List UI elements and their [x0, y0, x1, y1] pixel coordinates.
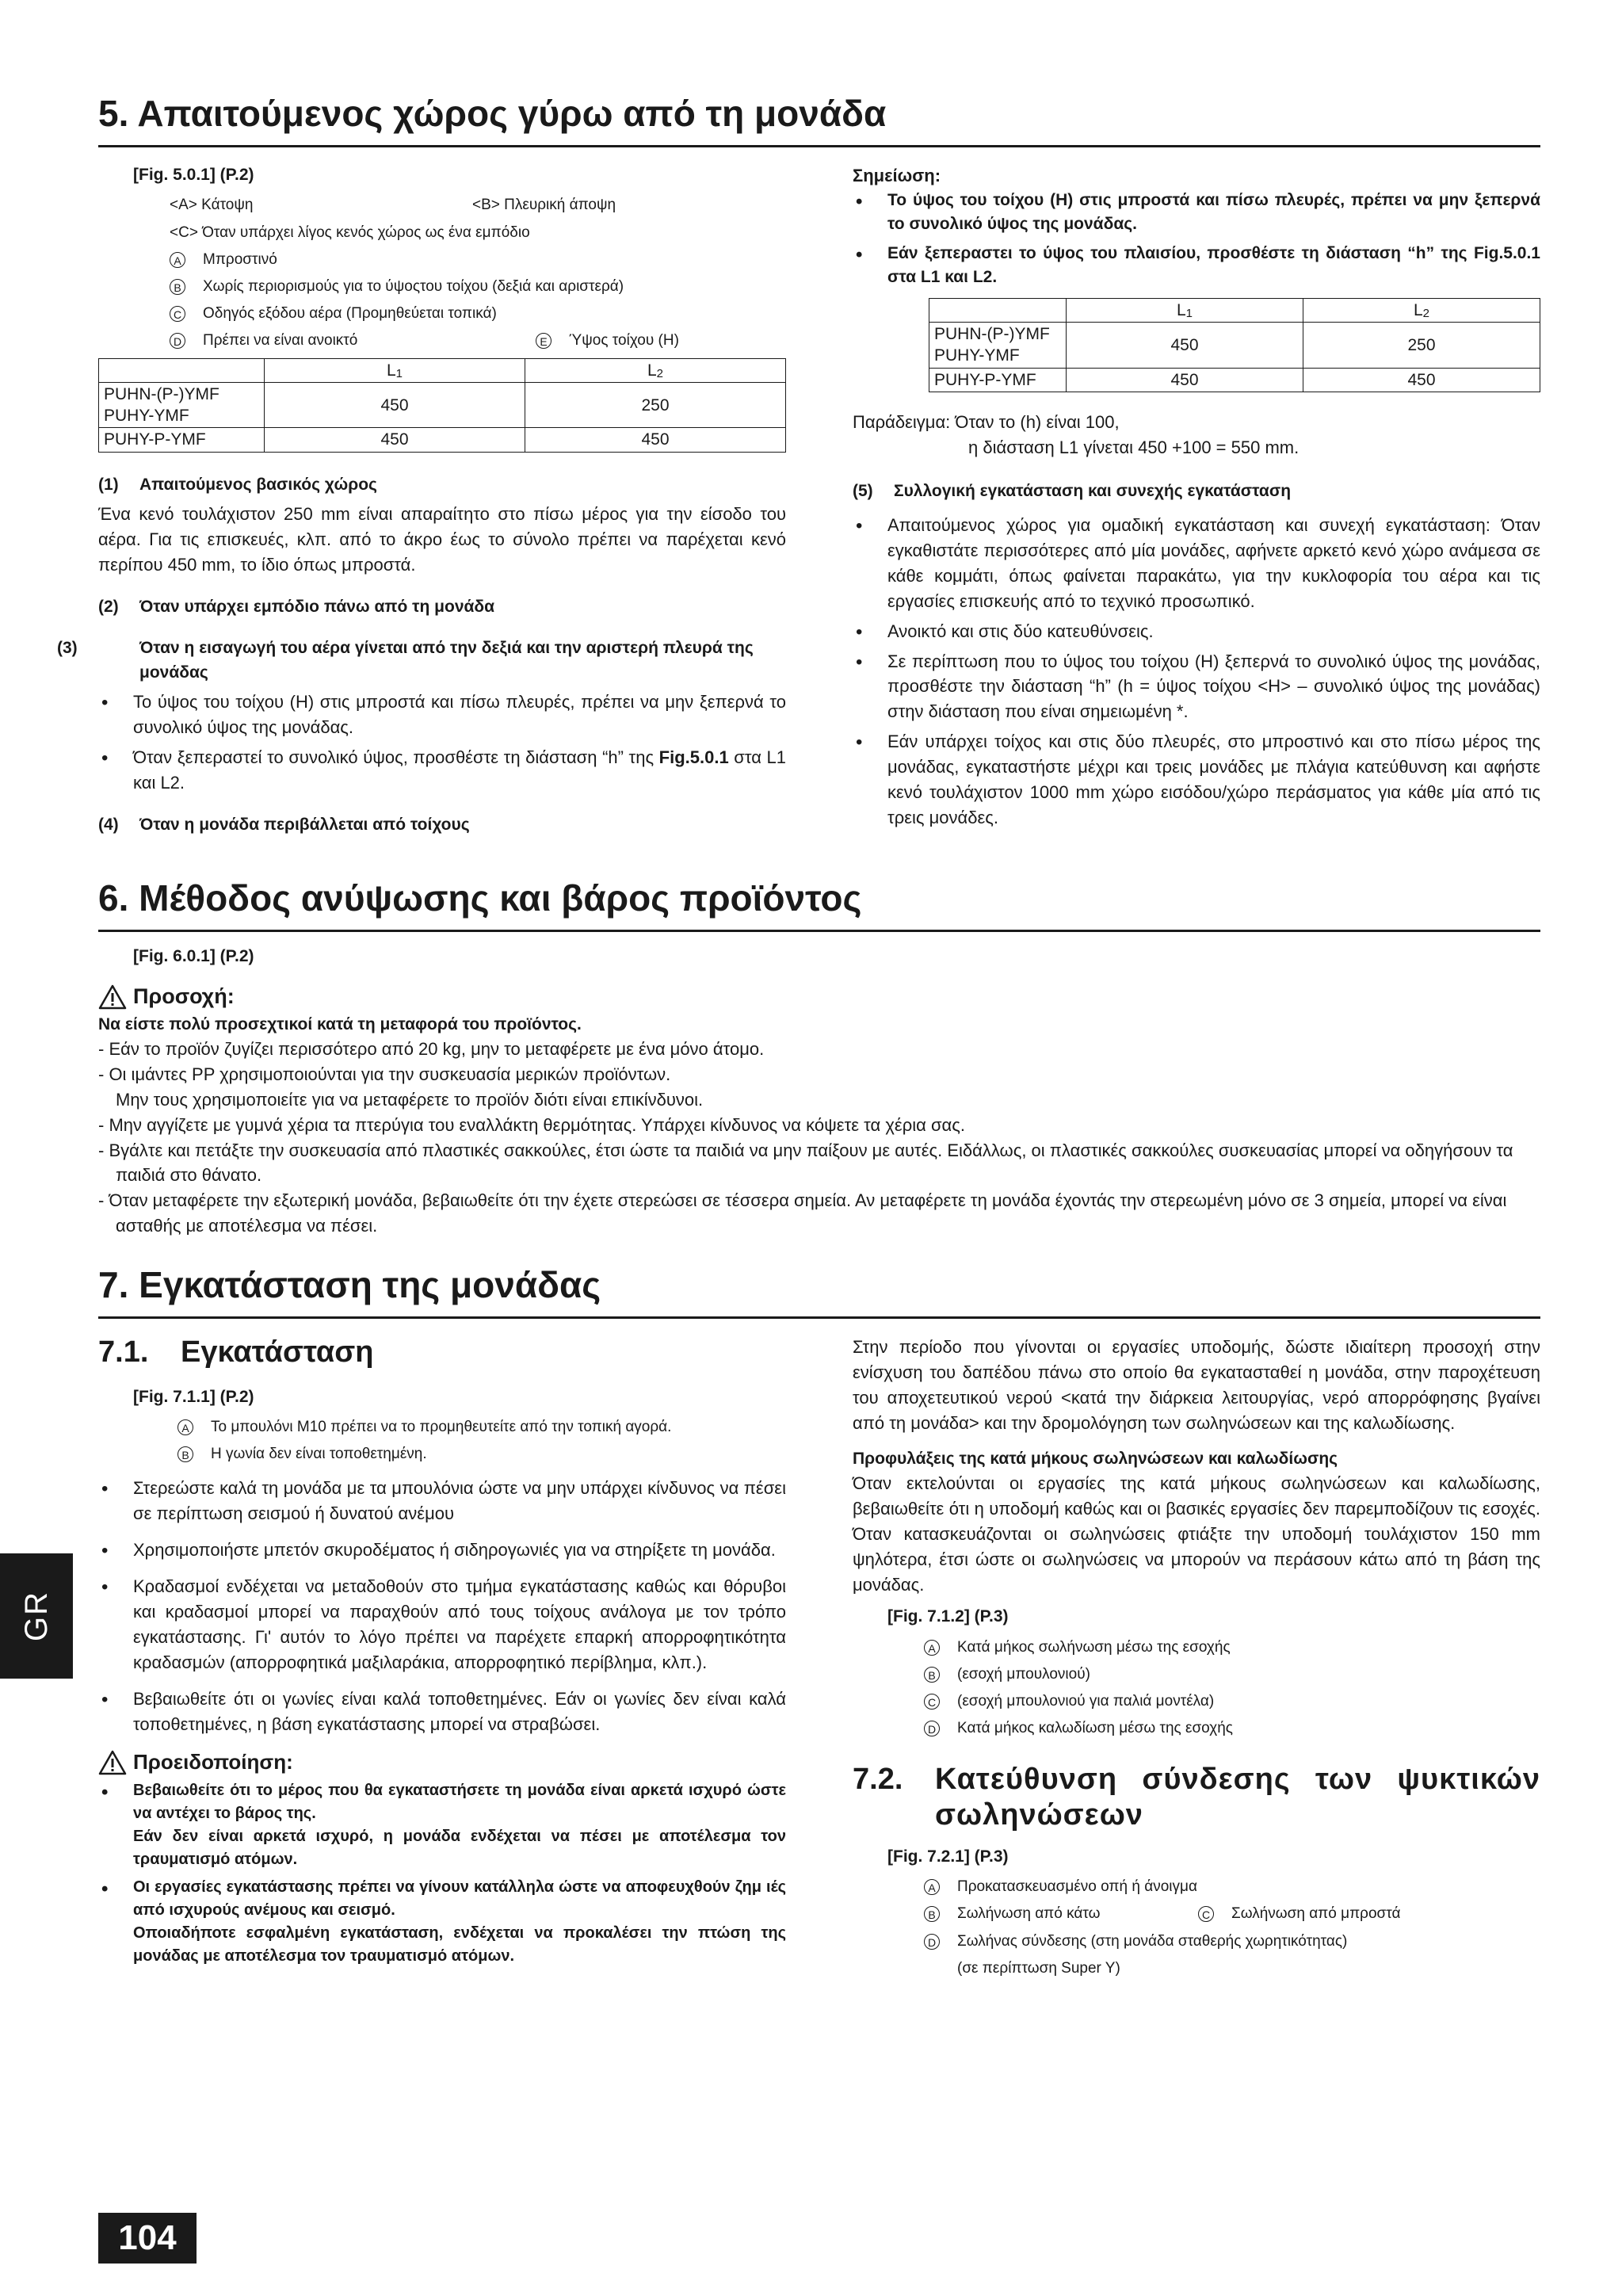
- caution-item: - Οι ιμάντες PP χρησιμοποιούνται για την συσκευασία μερικών προϊόντων.: [98, 1064, 671, 1084]
- list-item: [98, 745, 786, 796]
- legend-item: [177, 1441, 786, 1468]
- caution-item: - Εάν το προϊόν ζυγίζει περισσότερο από 20 kg, μην το μεταφέρετε με ένα μόνο άτομο.: [98, 1039, 765, 1060]
- legend-text: Σωλήνωση από κάτω: [957, 1905, 1101, 1923]
- caution-item: - Μην αγγίζετε με γυμνά χέρια τα πτερύγια του εναλλάκτη θερμότητας. Υπάρχει κίνδυνος να κόψετε τα χέρια σας.: [98, 1114, 965, 1135]
- circled-b-icon: B: [924, 1667, 940, 1683]
- legend-text: Η γωνία δεν είναι τοποθετημένη.: [211, 1446, 427, 1463]
- paragraph: Ένα κενό τουλάχιστον 250 mm είναι απαραίτητο στο πίσω μέρος για την είσοδο του αέρα. Για τις επισκευές, κλπ. από το άκρο έως το σύνολο πρέπει να παρέχεται κενό περίπου 450 mm, το ίδιο όπως μπροστά.: [98, 504, 786, 575]
- subsection-title: Συλλογική εγκατάσταση και συνεχής εγκατάσταση: [894, 481, 1292, 500]
- example-line: Παράδειγμα: Όταν το (h) είναι 100,: [853, 411, 1120, 432]
- table-cell: PUHY-P-YMF: [929, 368, 1067, 392]
- example-line: η διάσταση L1 γίνεται 450 +100 = 550 mm.: [968, 437, 1300, 457]
- list-item: • Το ύψος του τοίχου (H) στις μπροστά και πίσω πλευρές, πρέπει να μην ξεπερνά το συνολικό ύψος της μονάδας.: [853, 189, 1540, 237]
- table-row: [99, 428, 786, 452]
- subsection-title: Όταν η μονάδα περιβάλλεται από τοίχους: [139, 815, 470, 834]
- section-number: 7.1.: [98, 1335, 149, 1369]
- circled-e-icon: E: [536, 333, 551, 349]
- figure-ref-inline: Fig.5.0.1: [658, 747, 729, 767]
- circled-b-icon: B: [170, 279, 185, 295]
- section-7-right: [853, 1335, 1540, 1982]
- subsection-number: (2): [98, 597, 119, 616]
- legend-text: (εσοχή μπουλονιού): [957, 1666, 1090, 1683]
- subsection-number: (4): [98, 815, 119, 834]
- subsection-title: Προφυλάξεις της κατά μήκους σωληνώσεων και καλωδίωσης: [853, 1449, 1338, 1468]
- warning-text: • Βεβαιωθείτε ότι το μέρος που θα εγκαταστήσετε τη μονάδα είναι αρκετά ισχυρό ώστε να αντέχει το βάρος της.: [133, 1782, 786, 1823]
- circled-d-icon: D: [924, 1934, 940, 1950]
- list-item: • Κραδασμοί ενδέχεται να μεταδοθούν στο τμήμα εγκατάστασης καθώς και θόρυβοι και κραδασμοί μπορεί να παραχθούν από τους τοίχους ανάλογα με τον τρόπο εγκατάστασης. Γι' αυτόν το λόγο πρέπει να παρέχετε επαρκή απορροφητικότητα κραδασμών (απορροφητικά μαξιλαράκια, απορροφητικό περίβλημα, κλπ.).: [98, 1574, 786, 1675]
- legend-text: Το μπουλόνι M10 πρέπει να το προμηθευτείτε από την τοπική αγορά.: [211, 1419, 672, 1436]
- table-header-cell: L2: [1303, 298, 1540, 322]
- legend-item: [177, 1414, 786, 1441]
- subsection-number: (1): [98, 475, 119, 494]
- legend-item: [170, 327, 786, 354]
- warning-text: Οποιαδήποτε εσφαλμένη εγκατάσταση, ενδέχεται να προκαλέσει την πτώση της μονάδας με αποτέλεσμα τον τραυματισμό ατόμων.: [133, 1924, 786, 1966]
- section-7-left: [98, 1335, 786, 1974]
- note-list: [853, 189, 1540, 290]
- section-7-1-title: [98, 1335, 786, 1371]
- list-text: Όταν ξεπεραστεί το συνολικό ύψος, προσθέστε τη διάσταση “h” της: [133, 747, 659, 767]
- legend-item: [170, 220, 786, 246]
- legend-item: [957, 1955, 1540, 1982]
- subsection-heading: [853, 479, 1540, 503]
- section-6-body: [98, 945, 1540, 1239]
- list-item: • Βεβαιωθείτε ότι οι γωνίες είναι καλά τοποθετημένες. Εάν οι γωνίες δεν είναι καλά τοποθετημένες, η βάση εγκατάστασης μπορεί να στραβώσει.: [98, 1687, 786, 1737]
- section-title-text: Κατεύθυνση σύνδεσης των ψυκτικών σωληνώσεων: [935, 1762, 1540, 1832]
- section-title-text: Εγκατάσταση: [181, 1335, 374, 1369]
- caution-heading: [98, 981, 1540, 1012]
- legend-item: [170, 300, 786, 327]
- legend-text: Μπροστινό: [203, 250, 277, 268]
- bullet-list: [853, 513, 1540, 831]
- legend-text: Ύψος τοίχου (H): [569, 332, 679, 350]
- list-item: • Χρησιμοποιήστε μπετόν σκυροδέματος ή σιδηρογωνιές για να στηρίξετε τη μονάδα.: [98, 1538, 786, 1563]
- legend-plan-label: <A> Κάτοψη: [170, 197, 254, 214]
- table-cell: 250: [525, 382, 786, 428]
- legend-text: Κατά μήκος σωλήνωση μέσω της εσοχής: [957, 1638, 1231, 1656]
- section-5-right: [853, 163, 1540, 837]
- circled-a-icon: A: [924, 1879, 940, 1895]
- table-header-row: [929, 298, 1540, 322]
- caution-item: - Όταν μεταφέρετε την εξωτερική μονάδα, βεβαιωθείτε ότι την έχετε στερεώσει σε τέσσερα σημεία. Αν μεταφέρετε τη μονάδα έχοντάς την στερεωμένη μόνο σε 3 σημεία, μπορεί να είναι ασταθής με αποτέλεσμα να πέσει.: [98, 1190, 1507, 1236]
- list-item: • Εάν υπάρχει τοίχος και στις δύο πλευρές, στο μπροστινό και στο πίσω μέρος της μονάδας, εγκαταστήστε μέχρι και τρεις μονάδες με πλάγια κατεύθυνση και αφήστε κενό τουλάχιστον 1000 mm χώρο εισόδου/χώρο περάσματος για κάθε μία από τις τρεις μονάδες.: [853, 729, 1540, 831]
- list-item: • Ανοικτό και στις δύο κατευθύνσεις.: [853, 619, 1540, 644]
- legend-item: [170, 192, 786, 219]
- dimension-table: [98, 358, 786, 453]
- circled-d-icon: D: [924, 1721, 940, 1736]
- list-item: • Απαιτούμενος χώρος για ομαδική εγκατάσταση και συνεχή εγκατάσταση: Όταν εγκαθιστάτε περισσότερες από μία μονάδες, αφήνετε αρκετό κενό χώρο ανάμεσα σε κάθε κομμάτι, όπως φαίνεται παρακάτω, για την κυκλοφορία του αέρα και τις εργασίες επισκευής από το τεχνικό προσωπικό.: [853, 513, 1540, 614]
- section-6-title: 6. Μέθοδος ανύψωσης και βάρος προϊόντος: [98, 878, 1540, 932]
- model-name: PUHN-(P-)YMF: [934, 324, 1050, 343]
- subsection-title: Όταν υπάρχει εμπόδιο πάνω από τη μονάδα: [139, 597, 495, 616]
- subsection-title: Απαιτούμενος βασικός χώρος: [139, 475, 377, 494]
- dimension-table: [929, 298, 1540, 392]
- legend-item: [924, 1715, 1540, 1742]
- subsection-number: (5): [853, 481, 873, 500]
- paragraph: Όταν εκτελούνται οι εργασίες της κατά μήκους σωληνώσεων και καλωδίωσης, βεβαιωθείτε ότι η υποδομή καθώς και οι βασικές εργασίες δεν παρεμποδίζουν τις εσοχές. Όταν κατασκευάζονται οι σωληνώσεις φτιάξτε την υποδομή τουλάχιστον 150 mm ψηλότερα, έτσι ώστε οι σωληνώσεις να μπορούν να περάσουν κάτω από τη βάση της μονάδας.: [853, 1473, 1540, 1595]
- section-5-left: [57, 163, 787, 842]
- subsection-title: Όταν η εισαγωγή του αέρα γίνεται από την δεξιά και την αριστερή πλευρά της μονάδας: [139, 639, 754, 682]
- table-row: [929, 322, 1540, 368]
- legend-text: Οδηγός εξόδου αέρα (Προμηθεύεται τοπικά): [203, 305, 497, 323]
- table-cell: 450: [1067, 368, 1303, 392]
- note-title: Σημείωση:: [853, 166, 941, 185]
- figure-ref: [Fig. 5.0.1] (P.2): [133, 166, 254, 184]
- list-item: • Εάν ξεπεραστει το ύψος του πλαισίου, προσθέστε τη διάσταση “h” της Fig.5.0.1 στα L1 και L2.: [853, 242, 1540, 290]
- legend-text: Πρέπει να είναι ανοικτό: [203, 332, 358, 350]
- caution-item: - Βγάλτε και πετάξτε την συσκευασία από πλαστικές σακκούλες, έτσι ώστε τα παιδιά να μην παίξουν με αυτές. Ειδάλλως, οι πλαστικές σακκούλες συσκευασίας μπορεί να οδηγήσουν τα παιδιά στο θάνατο.: [98, 1140, 1513, 1186]
- warning-triangle-icon: [98, 984, 127, 1010]
- legend-text: Προκατασκευασμένο οπή ή άνοιγμα: [957, 1878, 1197, 1896]
- figure-ref: [Fig. 7.2.1] (P.3): [887, 1847, 1009, 1866]
- table-header-cell: L1: [1067, 298, 1303, 322]
- warning-title: Προειδοποίηση:: [133, 1750, 293, 1775]
- legend-item: [924, 1688, 1540, 1715]
- legend-text: Σωλήνας σύνδεσης (στη μονάδα σταθερής χωρητικότητας): [957, 1932, 1348, 1950]
- legend-item: [924, 1661, 1540, 1688]
- table-header-cell: L1: [265, 358, 525, 382]
- model-name: PUHN-(P-)YMF: [104, 384, 219, 403]
- model-name: PUHY-YMF: [104, 407, 189, 426]
- model-name: PUHY-YMF: [934, 346, 1020, 365]
- caution-bold-line: Να είστε πολύ προσεχτικοί κατά τη μεταφορά του προϊόντος.: [98, 1014, 582, 1033]
- section-5-title: 5. Απαιτούμενος χώρος γύρω από τη μονάδα: [98, 94, 1540, 147]
- legend-item: [170, 273, 786, 300]
- warning-list: [98, 1779, 786, 1968]
- subsection-heading: [57, 636, 786, 685]
- warning-heading: [98, 1748, 786, 1778]
- circled-a-icon: A: [170, 252, 185, 268]
- circled-a-icon: A: [924, 1640, 940, 1656]
- circled-d-icon: D: [170, 333, 185, 349]
- table-cell: 450: [1303, 368, 1540, 392]
- circled-c-icon: C: [924, 1694, 940, 1710]
- legend-item: [924, 1634, 1540, 1661]
- legend-text: Κατά μήκος καλωδίωση μέσω της εσοχής: [957, 1720, 1233, 1737]
- table-cell: 450: [265, 382, 525, 428]
- list-item: • Το ύψος του τοίχου (H) στις μπροστά και πίσω πλευρές, πρέπει να μην ξεπερνά το συνολικό ύψος της μονάδας.: [98, 690, 786, 740]
- table-header-cell: L2: [525, 358, 786, 382]
- bullet-list: [98, 690, 786, 796]
- bullet-list: [98, 1476, 786, 1736]
- subsection-heading: [98, 813, 786, 837]
- list-item: • Στερεώστε καλά τη μονάδα με τα μπουλόνια ώστε να μην υπάρχει κίνδυνος να πέσει σε περίπτωση σεισμού ή δυνατού ανέμου: [98, 1476, 786, 1526]
- legend-text: (σε περίπτωση Super Y): [957, 1959, 1120, 1977]
- warning-text: Εάν δεν είναι αρκετά ισχυρό, η μονάδα ενδέχεται να πέσει με αποτέλεσμα τον τραυματισμό ατόμων.: [133, 1828, 786, 1869]
- warning-triangle-icon: [98, 1750, 127, 1775]
- table-cell-empty: [929, 298, 1067, 322]
- legend-item: [924, 1874, 1540, 1901]
- caution-item: Μην τους χρησιμοποιείτε για να μεταφέρετε το προϊόν διότι είναι επικίνδυνοι.: [116, 1089, 704, 1110]
- section-7-2-title: [853, 1762, 1540, 1834]
- legend-item: [924, 1901, 1540, 1927]
- figure-ref: [Fig. 6.0.1] (P.2): [133, 947, 254, 965]
- page-number: 104: [98, 2213, 197, 2264]
- table-cell: [929, 322, 1067, 368]
- section-number: 7.2.: [853, 1762, 903, 1796]
- section-7-title: 7. Εγκατάσταση της μονάδας: [98, 1265, 1540, 1319]
- warning-text: • Οι εργασίες εγκατάστασης πρέπει να γίνουν κατάλληλα ώστε να αποφευχθούν ζημ ιές από ισχυρούς ανέμους και σεισμό.: [133, 1878, 786, 1920]
- circled-c-icon: C: [170, 306, 185, 322]
- legend-text: Χωρίς περιορισμούς για το ύψοςτου τοίχου (δεξιά και αριστερά): [203, 278, 624, 295]
- table-cell: 450: [525, 428, 786, 452]
- legend-item: [924, 1928, 1540, 1955]
- circled-b-icon: B: [177, 1446, 193, 1462]
- table-cell-empty: [99, 358, 265, 382]
- table-cell: 250: [1303, 322, 1540, 368]
- circled-c-icon: C: [1198, 1906, 1214, 1922]
- figure-ref: [Fig. 7.1.2] (P.3): [887, 1607, 1009, 1626]
- subsection-heading: [98, 595, 786, 619]
- figure-ref: [Fig. 7.1.1] (P.2): [133, 1387, 254, 1406]
- list-text: στα L1 και L2.: [133, 747, 787, 793]
- paragraph: Στην περίοδο που γίνονται οι εργασίες υποδομής, δώστε ιδιαίτερη προσοχή στην ενίσχυση του δαπέδου πάνω στο οποίο θα εγκατασταθεί η μονάδα, στην παροχέτευση του αποχετευτικού νερού <κατά την διάρκεια λειτουργίας, νερό απορρόφησης βγαίνει από τη μονάδα> και την δρομολόγηση των σωληνώσεων και της καλωδίωσης.: [853, 1337, 1540, 1433]
- table-cell: PUHY-P-YMF: [99, 428, 265, 452]
- list-item: [98, 1779, 786, 1871]
- table-row: [929, 368, 1540, 392]
- legend-item: [170, 246, 786, 273]
- language-tab: [0, 1553, 73, 1679]
- list-item: [98, 1876, 786, 1968]
- subsection-number: (3): [57, 639, 78, 658]
- legend-text: Σωλήνωση από μπροστά: [1231, 1905, 1401, 1923]
- table-header-row: [99, 358, 786, 382]
- table-cell: 450: [1067, 322, 1303, 368]
- language-tab-label: GR: [19, 1591, 54, 1641]
- table-cell: 450: [265, 428, 525, 452]
- table-row: [99, 382, 786, 428]
- subsection-heading: [98, 473, 786, 497]
- table-cell: [99, 382, 265, 428]
- legend-side-label: <B> Πλευρική άποψη: [472, 197, 616, 214]
- circled-a-icon: A: [177, 1419, 193, 1435]
- caution-title: Προσοχή:: [133, 984, 235, 1009]
- circled-b-icon: B: [924, 1906, 940, 1922]
- legend-text: (εσοχή μπουλονιού για παλιά μοντέλα): [957, 1693, 1215, 1710]
- list-item: • Σε περίπτωση που το ύψος του τοίχου (H) ξεπερνά το συνολικό ύψος της μονάδας, προσθέστε την διάσταση “h” (h = ύψος τοίχου <H> – συνολικό ύψος της μονάδας) στην διάσταση που είναι σημειωμένη *.: [853, 649, 1540, 725]
- legend-obstacle-label: <C> Όταν υπάρχει λίγος κενός χώρος ως ένα εμπόδιο: [170, 223, 530, 241]
